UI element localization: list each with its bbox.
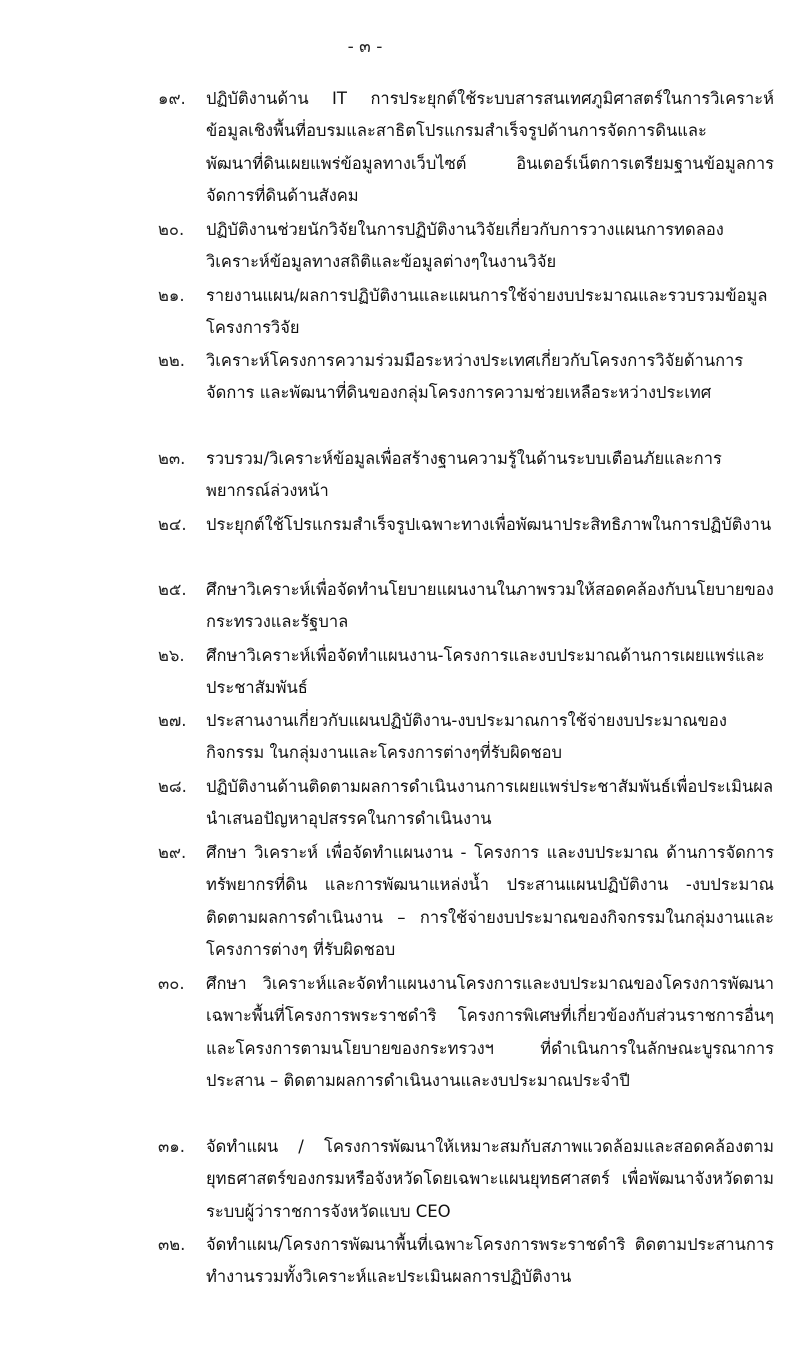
item-text: วิเคราะห์โครงการความร่วมมือระหว่างประเทศเกี่ยวกับโครงการวิจัยด้านการจัดการ และพัฒนาที่ดินของกลุ่มโครงการความช่วยเหลือระหว่างประเทศ	[206, 351, 744, 403]
item-number: ๒๕.	[158, 580, 187, 599]
item-text: ปฏิบัติงานด้านติดตามผลการดำเนินงานการเผยแพร่ประชาสัมพันธ์เพื่อประเมินผลนำเสนอปัญหาอุปสรรคในการดำเนินงาน	[206, 777, 774, 829]
item-text: รวบรวม/วิเคราะห์ข้อมูลเพื่อสร้างฐานความรู้ในด้านระบบเตือนภัยและการพยากรณ์ล่วงหน้า	[206, 449, 722, 501]
item-number: ๒๙.	[158, 843, 187, 862]
item-text: ประสานงานเกี่ยวกับแผนปฏิบัติงาน-งบประมาณการใช้จ่ายงบประมาณของกิจกรรม ในกลุ่มงานและโครงการต่างๆที่รับผิดชอบ	[206, 711, 727, 763]
item-number: ๒๑.	[158, 286, 185, 305]
item-text: ศึกษาวิเคราะห์เพื่อจัดทำนโยบายแผนงานในภาพรวมให้สอดคล้องกับนโยบายของกระทรวงและรัฐบาล	[206, 580, 774, 632]
item-number: ๒๗.	[158, 711, 187, 730]
item-text: จัดทำแผน / โครงการพัฒนาให้เหมาะสมกับสภาพแวดล้อมและสอดคล้องตามยุทธศาสตร์ของกรมหรือจังหวัดโดยเฉพาะแผนยุทธศาสตร์ เพื่อพัฒนาจังหวัดตามระบบผู้ว่าราชการจังหวัดแบบ CEO	[206, 1137, 774, 1221]
item-text: ปฏิบัติงานช่วยนักวิจัยในการปฏิบัติงานวิจัยเกี่ยวกับการวางแผนการทดลองวิเคราะห์ข้อมูลทางสถิติและข้อมูลต่างๆในงานวิจัย	[206, 220, 724, 272]
item-number: ๓๒.	[158, 1235, 186, 1254]
item-text: ประยุกต์ใช้โปรแกรมสำเร็จรูปเฉพาะทางเพื่อพัฒนาประสิทธิภาพในการปฏิบัติงาน	[206, 515, 772, 534]
item-text: ปฏิบัติงานด้าน IT การประยุกต์ใช้ระบบสารสนเทศภูมิศาสตร์ในการวิเคราะห์ข้อมูลเชิงพื้นที่อบรมและสาธิตโปรแกรมสำเร็จรูปด้านการจัดการดินและพัฒนาที่ดินเผยแพร่ข้อมูลทางเว็บไซต์ อินเตอร์เน็ตการเตรียมฐานข้อมูลการจัดการที่ดินด้านสังคม	[206, 89, 774, 206]
item-number: ๒๓.	[158, 449, 186, 468]
item-number: ๒๔.	[158, 515, 187, 534]
item-text: จัดทำแผน/โครงการพัฒนาพื้นที่เฉพาะโครงการพระราชดำริ ติดตามประสานการทำงานรวมทั้งวิเคราะห์และประเมินผลการปฏิบัติงาน	[206, 1235, 774, 1287]
item-number: ๒๒.	[158, 351, 185, 370]
item-text: ศึกษา วิเคราะห์ เพื่อจัดทำแผนงาน - โครงการ และงบประมาณ ด้านการจัดการทรัพยากรที่ดิน และการพัฒนาแหล่งน้ำ ประสานแผนปฏิบัติงาน -งบประมาณ ติดตามผลการดำเนินงาน – การใช้จ่ายงบประมาณของกิจกรรมในกลุ่มงานและโครงการต่างๆ ที่รับผิดชอบ	[206, 843, 774, 960]
item-text: รายงานแผน/ผลการปฏิบัติงานและแผนการใช้จ่ายงบประมาณและรวบรวมข้อมูลโครงการวิจัย	[206, 286, 768, 338]
item-number: ๓๑.	[158, 1137, 185, 1156]
item-text: ศึกษาวิเคราะห์เพื่อจัดทำแผนงาน-โครงการและงบประมาณด้านการเผยแพร่และประชาสัมพันธ์	[206, 646, 765, 698]
page-number: - ๓ -	[347, 37, 383, 57]
item-number: ๑๙.	[158, 89, 186, 108]
item-number: ๒๐.	[158, 220, 185, 239]
item-text: ศึกษา วิเคราะห์และจัดทำแผนงานโครงการและงบประมาณของโครงการพัฒนาเฉพาะพื้นที่โครงการพระราชดำริ โครงการพิเศษที่เกี่ยวข้องกับส่วนราชการอื่นๆ และโครงการตามนโยบายของกระทรวงฯ ที่ดำเนินการในลักษณะบูรณาการ ประสาน – ติดตามผลการดำเนินงานและงบประมาณประจำปี	[206, 974, 774, 1091]
item-number: ๓๐.	[158, 974, 185, 993]
item-number: ๒๖.	[158, 646, 185, 665]
item-number: ๒๘.	[158, 777, 187, 796]
